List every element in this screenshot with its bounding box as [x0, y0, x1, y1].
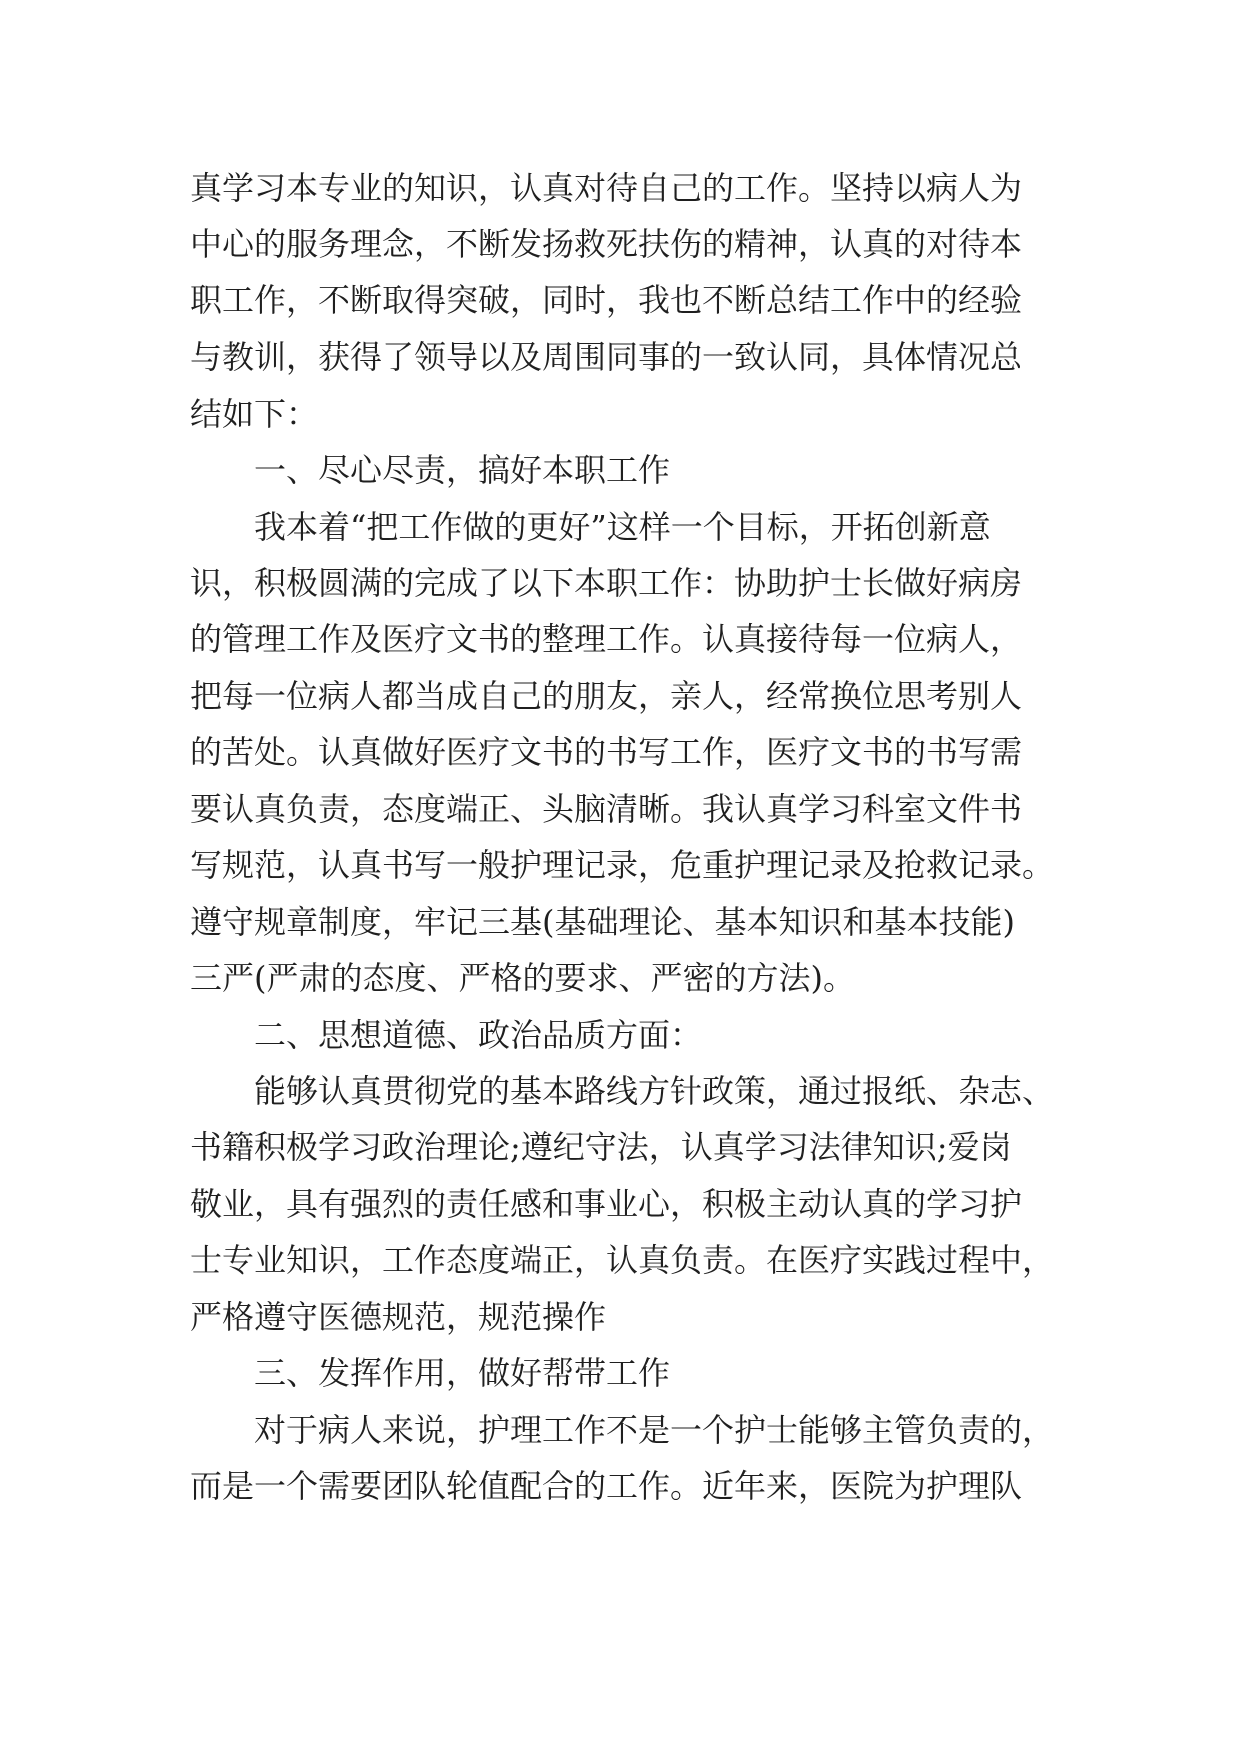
- text-line: 敬业，具有强烈的责任感和事业心，积极主动认真的学习护: [190, 1185, 1023, 1223]
- text-line: 能够认真贯彻党的基本路线方针政策，通过报纸、杂志、: [254, 1072, 1055, 1110]
- text-line: 严格遵守医德规范，规范操作: [190, 1298, 607, 1336]
- text-line: 与教训，获得了领导以及周围同事的一致认同，具体情况总: [190, 338, 1023, 376]
- text-line: 遵守规章制度，牢记三基(基础理论、基本知识和基本技能): [190, 903, 1015, 941]
- text-line: 的管理工作及医疗文书的整理工作。认真接待每一位病人，: [190, 620, 1023, 658]
- text-line: 中心的服务理念，不断发扬救死扶伤的精神，认真的对待本: [190, 225, 1023, 263]
- text-line: 真学习本专业的知识，认真对待自己的工作。坚持以病人为: [190, 169, 1023, 207]
- text-line: 识，积极圆满的完成了以下本职工作：协助护士长做好病房: [190, 564, 1023, 602]
- text-line: 士专业知识，工作态度端正，认真负责。在医疗实践过程中，: [190, 1241, 1055, 1279]
- section-heading-2: 二、思想道德、政治品质方面：: [254, 1016, 703, 1054]
- text-line: 我本着“把工作做的更好”这样一个目标，开拓创新意: [254, 508, 991, 546]
- text-line: 写规范，认真书写一般护理记录，危重护理记录及抢救记录。: [190, 846, 1055, 884]
- text-line: 结如下：: [190, 395, 319, 433]
- text-line: 要认真负责，态度端正、头脑清晰。我认真学习科室文件书: [190, 790, 1023, 828]
- text-line: 而是一个需要团队轮值配合的工作。近年来，医院为护理队: [190, 1467, 1023, 1505]
- text-line: 职工作，不断取得突破，同时，我也不断总结工作中的经验: [190, 281, 1023, 319]
- section-heading-3: 三、发挥作用，做好帮带工作: [254, 1354, 671, 1392]
- text-line: 对于病人来说，护理工作不是一个护士能够主管负责的，: [254, 1411, 1055, 1449]
- text-line: 把每一位病人都当成自己的朋友，亲人，经常换位思考别人: [190, 677, 1023, 715]
- text-line: 的苦处。认真做好医疗文书的书写工作，医疗文书的书写需: [190, 733, 1023, 771]
- text-line: 三严(严肃的态度、严格的要求、严密的方法)。: [190, 959, 855, 997]
- section-heading-1: 一、尽心尽责，搞好本职工作: [254, 451, 671, 489]
- text-line: 书籍积极学习政治理论;遵纪守法，认真学习法律知识;爱岗: [190, 1128, 1012, 1166]
